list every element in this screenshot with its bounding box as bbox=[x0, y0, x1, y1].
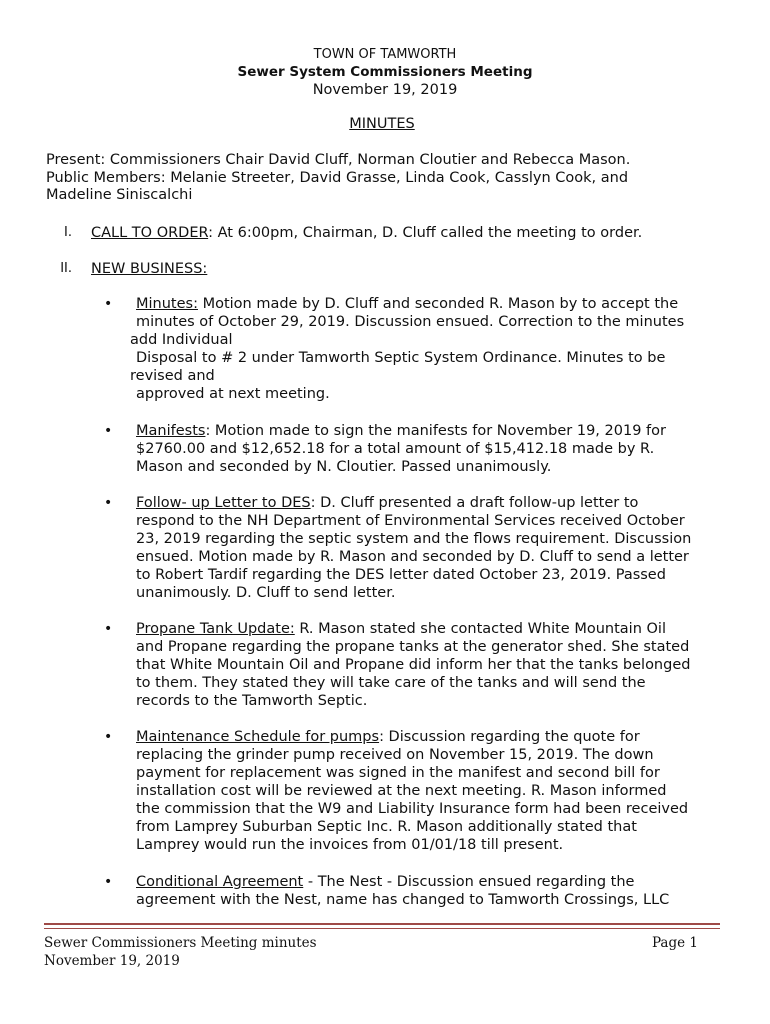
item-line: installation cost will be reviewed at the next meeting. R. Mason informed bbox=[136, 783, 667, 799]
item-line-text: Motion made by D. Cluff and seconded R. Mason by to accept the bbox=[197, 296, 679, 312]
section-heading-line bbox=[91, 224, 642, 242]
item-line: respond to the NH Department of Environmental Services received October bbox=[136, 513, 685, 529]
item-text bbox=[136, 422, 724, 476]
item-line: $2760.00 and $12,652.18 for a total amount of $15,412.18 made by R. bbox=[136, 441, 655, 457]
item-line: Lamprey would run the invoices from 01/01/18 till present. bbox=[136, 837, 564, 853]
public-members-line: Public Members: Melanie Streeter, David Grasse, Linda Cook, Casslyn Cook, and bbox=[46, 169, 629, 186]
item-line bbox=[136, 422, 724, 440]
section-number: II. bbox=[60, 261, 72, 276]
item-line: from Lamprey Suburban Septic Inc. R. Mason additionally stated that bbox=[136, 819, 637, 835]
item-line: agreement with the Nest, name has changed to Tamworth Crossings, LLC bbox=[136, 892, 670, 908]
item-line: revised and bbox=[130, 368, 215, 384]
item-line-text: : Discussion regarding the quote for bbox=[379, 729, 640, 745]
item-text bbox=[136, 728, 724, 854]
meeting-date: November 19, 2019 bbox=[312, 82, 458, 98]
item-line bbox=[136, 873, 724, 891]
attendance-block bbox=[46, 152, 686, 205]
item-line: minutes of October 29, 2019. Discussion ensued. Correction to the minutes bbox=[136, 314, 685, 330]
item-line: replacing the grinder pump received on November 15, 2019. The down bbox=[136, 747, 654, 763]
section-text: : At 6:00pm, Chairman, D. Cluff called the meeting to order. bbox=[208, 225, 643, 241]
bullet: • bbox=[104, 296, 113, 312]
footer-divider-thin bbox=[44, 928, 720, 929]
bullet: • bbox=[104, 621, 113, 637]
bullet: • bbox=[104, 423, 113, 439]
footer-document-title: Sewer Commissioners Meeting minutes bbox=[44, 935, 317, 951]
item-text bbox=[136, 873, 724, 909]
item-line: ensued. Motion made by R. Mason and seconded by D. Cluff to send a letter bbox=[136, 549, 689, 565]
item-line: to them. They stated they will take care of the tanks and will send the bbox=[136, 675, 646, 691]
item-line: 23, 2019 regarding the septic system and the flows requirement. Discussion bbox=[136, 531, 692, 547]
footer-document-date: November 19, 2019 bbox=[44, 953, 180, 969]
item-title: Maintenance Schedule for pumps bbox=[136, 729, 380, 745]
item-line-text: : D. Cluff presented a draft follow-up letter to bbox=[310, 495, 639, 511]
item-line: to Robert Tardif regarding the DES letter dated October 23, 2019. Passed bbox=[136, 567, 666, 583]
meeting-title: Sewer System Commissioners Meeting bbox=[237, 64, 533, 80]
item-title: Follow- up Letter to DES bbox=[136, 495, 311, 511]
item-line-text: R. Mason stated she contacted White Mountain Oil bbox=[294, 621, 666, 637]
item-line: payment for replacement was signed in the manifest and second bill for bbox=[136, 765, 660, 781]
town-name: TOWN OF TAMWORTH bbox=[313, 47, 457, 62]
item-title: Minutes: bbox=[136, 296, 198, 312]
item-line: approved at next meeting. bbox=[136, 386, 330, 402]
public-members-line-cont: Madeline Siniscalchi bbox=[46, 187, 193, 203]
page-number: Page 1 bbox=[651, 935, 698, 951]
item-title: Conditional Agreement bbox=[136, 874, 304, 890]
item-line bbox=[136, 295, 724, 313]
item-line: Mason and seconded by N. Cloutier. Passed unanimously. bbox=[136, 459, 552, 475]
item-line: that White Mountain Oil and Propane did inform her that the tanks belonged bbox=[136, 657, 691, 673]
bullet: • bbox=[104, 495, 113, 511]
bullet: • bbox=[104, 874, 113, 890]
item-line-text: : Motion made to sign the manifests for November 19, 2019 for bbox=[205, 423, 666, 439]
item-line: unanimously. D. Cluff to send letter. bbox=[136, 585, 396, 601]
item-line-text: - The Nest - Discussion ensued regarding the bbox=[303, 874, 635, 890]
item-line bbox=[136, 728, 724, 746]
item-line: records to the Tamworth Septic. bbox=[136, 693, 368, 709]
document-header bbox=[0, 46, 770, 100]
item-title: Manifests bbox=[136, 423, 206, 439]
item-line: the commission that the W9 and Liability Insurance form had been received bbox=[136, 801, 689, 817]
item-line bbox=[136, 620, 724, 638]
item-title: Propane Tank Update: bbox=[136, 621, 295, 637]
bullet: • bbox=[104, 729, 113, 745]
item-text bbox=[130, 295, 724, 403]
item-text bbox=[136, 620, 724, 710]
item-line: Disposal to # 2 under Tamworth Septic System Ordinance. Minutes to be bbox=[136, 350, 666, 366]
page-footer bbox=[44, 934, 698, 970]
section-title: CALL TO ORDER bbox=[91, 225, 209, 241]
section-title: NEW BUSINESS: bbox=[91, 261, 208, 277]
footer-divider-thick bbox=[44, 923, 720, 925]
item-text bbox=[136, 494, 724, 602]
item-line bbox=[136, 494, 724, 512]
present-line: Present: Commissioners Chair David Cluff, Norman Cloutier and Rebecca Mason. bbox=[46, 152, 631, 168]
section-number: I. bbox=[64, 225, 72, 240]
item-line: and Propane regarding the propane tanks at the generator shed. She stated bbox=[136, 639, 690, 655]
minutes-heading: MINUTES bbox=[349, 116, 415, 132]
item-line: add Individual bbox=[130, 332, 233, 348]
